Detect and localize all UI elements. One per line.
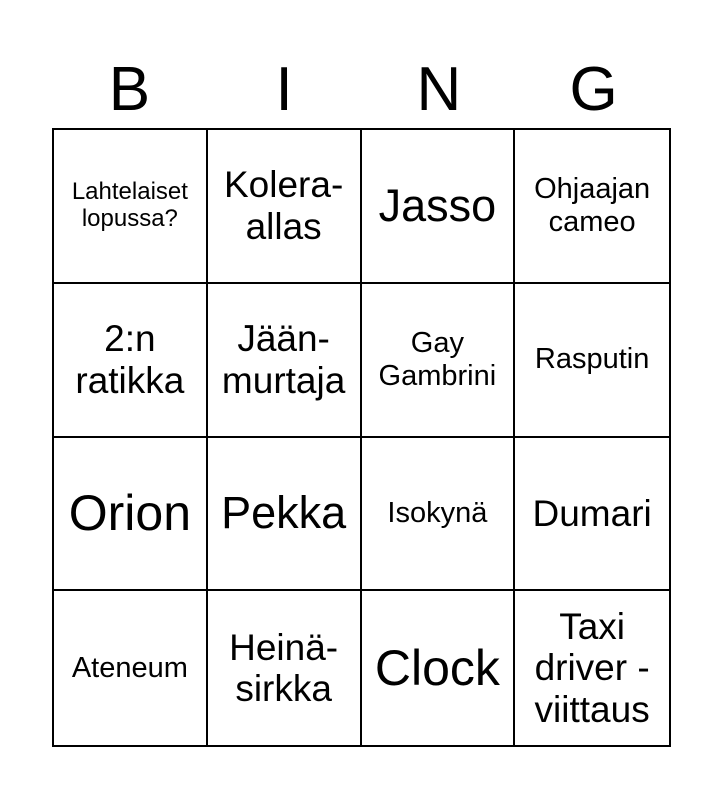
cell-text: Jään- murtaja (221, 318, 346, 401)
header-letter-b: B (108, 55, 151, 124)
bingo-cell[interactable] (208, 130, 362, 284)
bingo-cell[interactable] (208, 284, 362, 438)
bingo-cell[interactable] (54, 284, 208, 438)
bingo-cell[interactable] (362, 438, 516, 592)
cell-text: Kolera- allas (223, 164, 344, 247)
bingo-header (52, 52, 671, 128)
cell-text: Heinä- sirkka (229, 626, 339, 710)
bingo-cell[interactable] (362, 130, 516, 284)
bingo-cell[interactable] (515, 130, 669, 284)
cell-text: Pekka (221, 487, 347, 539)
cell-text: 2:n ratikka (75, 318, 185, 401)
bingo-cell[interactable] (208, 591, 362, 745)
cell-text: Jasso (378, 179, 497, 231)
bingo-cell[interactable] (362, 284, 516, 438)
cell-text: Lahtelaiset lopussa? (71, 178, 188, 232)
bingo-cell[interactable] (515, 284, 669, 438)
bingo-cell[interactable] (54, 591, 208, 745)
bingo-cell[interactable] (515, 438, 669, 592)
bingo-cell[interactable] (362, 591, 516, 745)
cell-text: Taxi driver - viittaus (534, 605, 650, 730)
bingo-cell[interactable] (208, 438, 362, 592)
header-letter-n: N (416, 55, 462, 124)
cell-text: Gay Gambrini (378, 327, 497, 392)
cell-text: Dumari (532, 492, 652, 534)
cell-text: Orion (68, 485, 191, 542)
bingo-cell[interactable] (54, 130, 208, 284)
bingo-cell[interactable] (515, 591, 669, 745)
bingo-cell[interactable] (54, 438, 208, 592)
cell-text: Ohjaajan cameo (534, 173, 651, 238)
cell-text: Ateneum (71, 651, 188, 684)
cell-text: Isokynä (387, 497, 488, 530)
bingo-grid (52, 128, 671, 747)
header-letter-g: G (569, 55, 618, 124)
cell-text: Rasputin (534, 343, 650, 376)
cell-text: Clock (374, 640, 500, 697)
header-letter-i: I (275, 55, 293, 124)
